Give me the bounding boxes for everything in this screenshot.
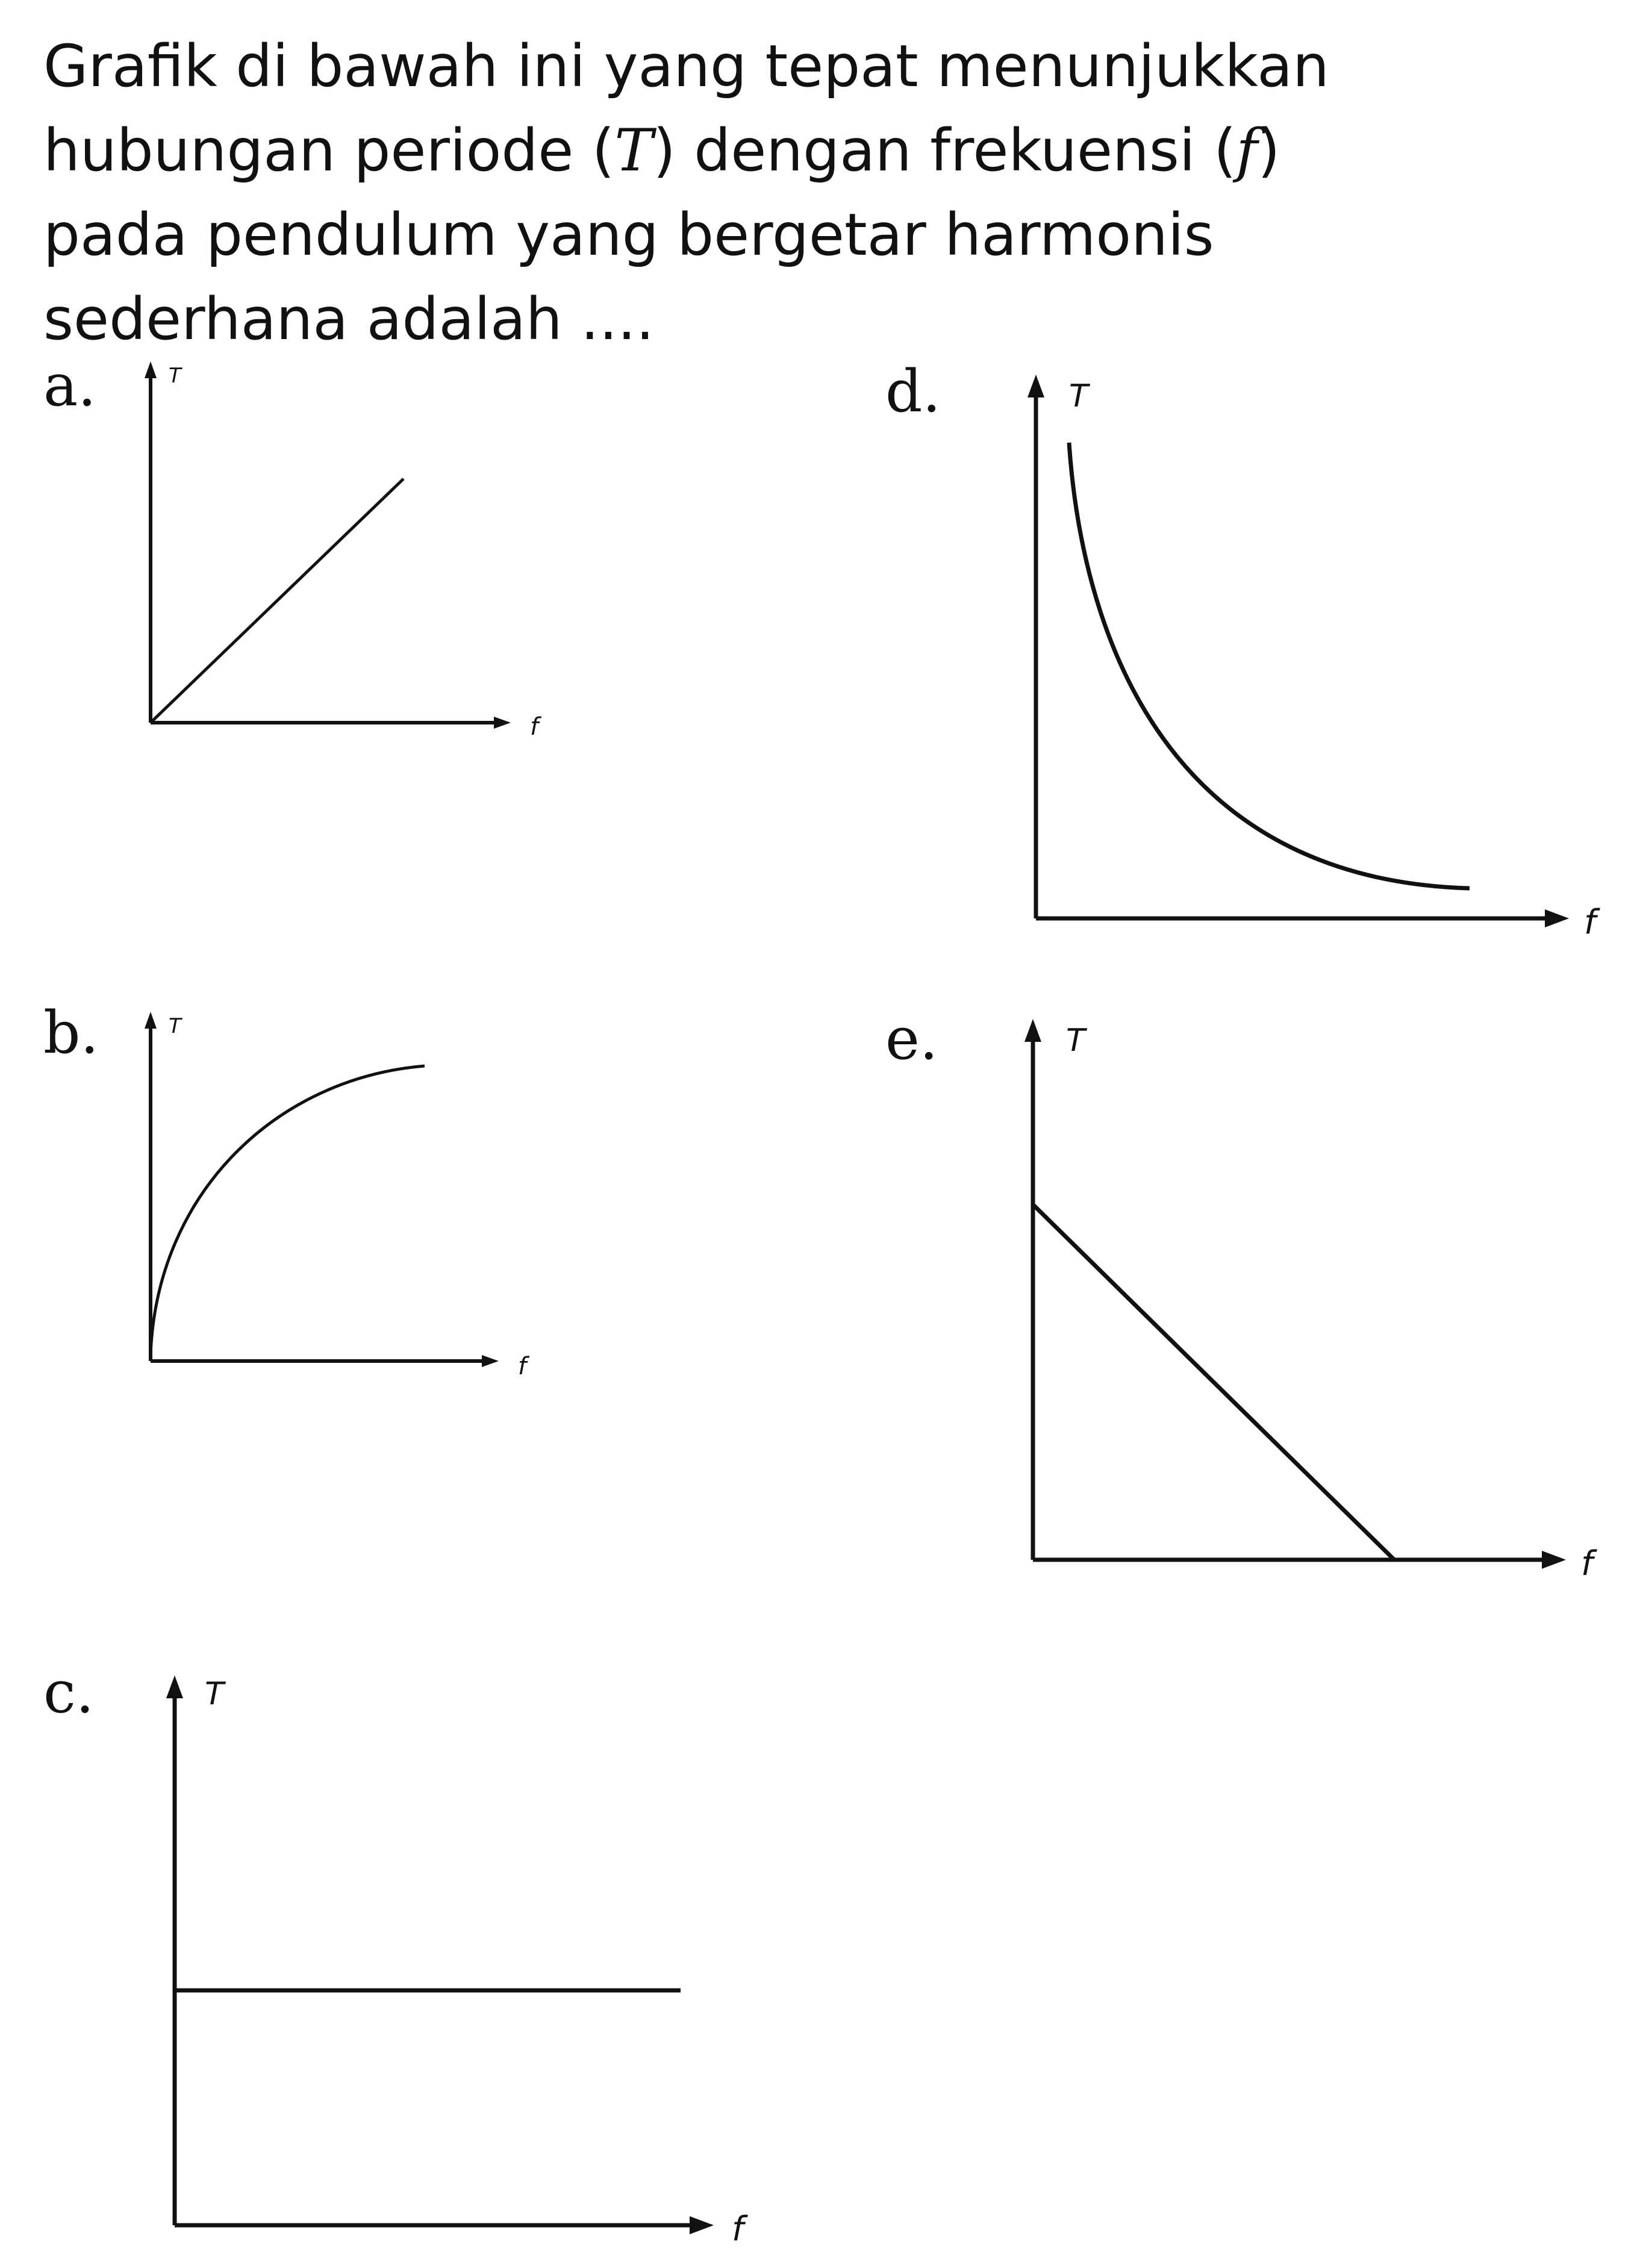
- question-part1: Grafik di bawah ini yang tepat menunjukkan hubungan periode (: [43, 33, 1329, 184]
- option-a-y-label: T: [169, 364, 181, 388]
- option-b-y-label: T: [169, 1014, 181, 1038]
- option-c-y-arrow: [166, 1675, 183, 1698]
- option-a-label[interactable]: a.: [43, 352, 96, 419]
- option-d-curve: [1069, 443, 1470, 888]
- option-b-label[interactable]: b.: [43, 999, 99, 1067]
- option-c-x-arrow: [690, 2216, 714, 2234]
- option-b-y-arrow: [145, 1012, 157, 1029]
- period-symbol: T: [614, 117, 653, 184]
- option-a-x-arrow: [494, 717, 511, 729]
- frequency-symbol: f: [1236, 117, 1258, 184]
- option-a-y-arrow: [145, 361, 157, 378]
- option-c-y-label: T: [205, 1676, 224, 1712]
- option-b-curve: [151, 1066, 425, 1355]
- option-c-x-label: f: [732, 2210, 744, 2249]
- option-c-graph[interactable]: [139, 1662, 783, 2258]
- option-c-label[interactable]: c.: [43, 1659, 95, 1726]
- option-a-x-label: f: [530, 713, 539, 741]
- question-part2: ) dengan frekuensi (: [653, 117, 1236, 184]
- option-d-label[interactable]: d.: [885, 358, 941, 425]
- option-e-curve: [1033, 1204, 1394, 1560]
- question-text: [43, 24, 1441, 361]
- option-e-x-label: f: [1581, 1544, 1593, 1583]
- option-d-y-label: T: [1069, 378, 1088, 414]
- question-part3: ) pada pendulum yang bergetar harmonis sederhana adalah ....: [43, 117, 1280, 353]
- option-d-graph[interactable]: [1000, 361, 1608, 952]
- option-d-y-arrow: [1027, 375, 1044, 397]
- option-e-label[interactable]: e.: [885, 1005, 938, 1073]
- option-e-graph[interactable]: [1000, 1006, 1608, 1596]
- option-e-x-arrow: [1542, 1551, 1566, 1569]
- option-e-y-label: T: [1066, 1023, 1085, 1059]
- option-d-x-label: f: [1584, 903, 1596, 942]
- option-b-x-label: f: [518, 1353, 527, 1380]
- option-b-graph[interactable]: [120, 1000, 578, 1391]
- option-a-graph[interactable]: [120, 349, 578, 759]
- option-a-curve: [151, 479, 404, 723]
- option-d-x-arrow: [1545, 909, 1569, 927]
- option-e-y-arrow: [1024, 1019, 1041, 1042]
- option-b-x-arrow: [482, 1355, 499, 1367]
